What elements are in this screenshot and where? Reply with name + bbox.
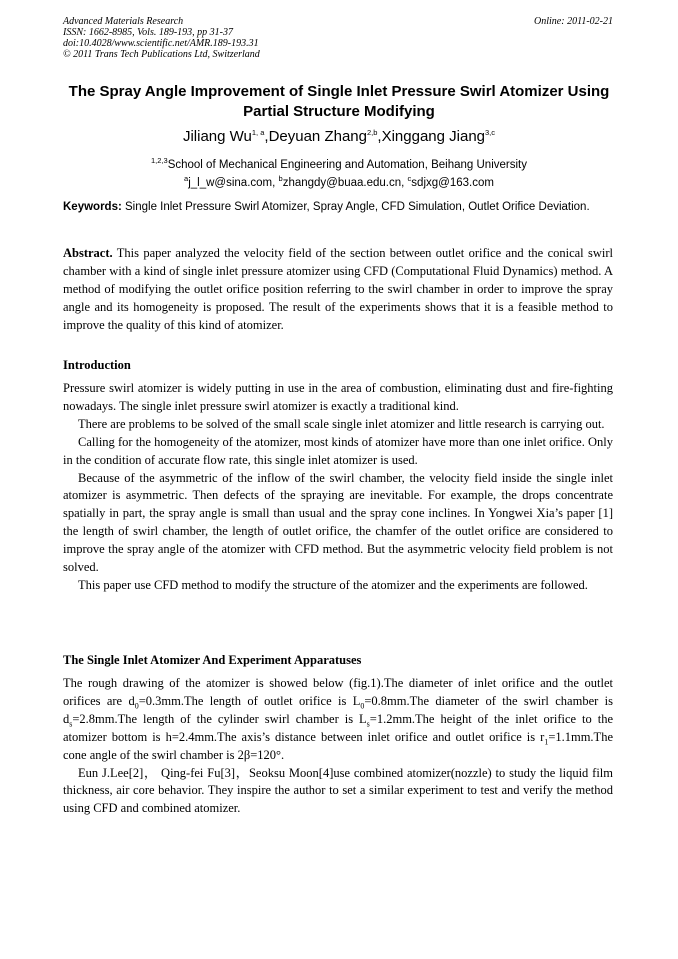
- abstract: [63, 245, 613, 335]
- paragraph: Pressure swirl atomizer is widely putting in use in the area of combustion, eliminating dust and fire-fighting nowadays. The single inlet pressure swirl atomizer is exactly a traditional kind.: [63, 381, 613, 413]
- author-emails: [58, 176, 620, 191]
- author-list: [58, 127, 620, 147]
- copyright-line: © 2011 Trans Tech Publications Ltd, Switzerland: [63, 49, 260, 60]
- introduction-body: [63, 380, 613, 595]
- author-marker: 2,b: [366, 128, 378, 137]
- paragraph: Calling for the homogeneity of the atomizer, most kinds of atomizer have more than one inlet orifice. Only in the condition of accurate flow rate, this single inlet atomizer is used.: [63, 434, 613, 467]
- email-marker: a: [184, 174, 189, 184]
- author-marker: 1, a: [251, 128, 265, 137]
- keywords-label: Keywords:: [63, 201, 122, 213]
- author-name: Jiliang Wu: [182, 128, 252, 145]
- keywords: [63, 199, 613, 216]
- paragraph: Eun J.Lee[2]， Qing-fei Fu[3]，Seoksu Moon[4]use combined atomizer(nozzle) to study the liquid film thickness, air core behavior. They inspire the author to set a similar experiment to test and verify the method using CFD and combined atomizer.: [63, 765, 613, 816]
- abstract-text: This paper analyzed the velocity field of the section between outlet orifice and the conical swirl chamber with a kind of single inlet pressure atomizer using CFD (Computational Fluid Dynamics) method. A method of modifying the outlet orifice position referring to the swirl chamber in order to improve the spray angle and its homogeneity is proposed. The result of the experiments shows that it is a feasible method to improve the quality of this kind of atomizer.: [63, 246, 613, 332]
- affiliation-text: School of Mechanical Engineering and Automation, Beihang University: [167, 159, 527, 171]
- section-heading-atomizer: The Single Inlet Atomizer And Experiment Apparatuses: [63, 653, 362, 667]
- paper-title: The Spray Angle Improvement of Single Inlet Pressure Swirl Atomizer Using Partial Structure Modifying: [68, 83, 610, 120]
- journal-name: Advanced Materials Research: [63, 16, 184, 27]
- email-a: j_l_w@sina.com,: [188, 177, 279, 189]
- author-name: ,Deyuan Zhang: [264, 128, 367, 145]
- abstract-label: Abstract.: [63, 246, 113, 260]
- email-b: zhangdy@buaa.edu.cn,: [282, 177, 408, 189]
- email-c: sdjxg@163.com: [411, 177, 494, 189]
- email-marker: c: [407, 174, 412, 184]
- paragraph: Because of the asymmetric of the inflow of the swirl chamber, the velocity field inside the single inlet atomizer is asymmetric. Then defects of the spraying are inevitable. For example, the drops concentrate spatially in part, the spray angle is small than usual and the spray cone inclines. In Yongwei Xia’s paper [1] the length of swirl chamber, the length of outlet orifice, the chamfer of the outlet orifice are considered to improve the spray angle of the atomizer with CFD method. But the asymmetric velocity field problem is not solved.: [63, 470, 613, 575]
- email-marker: b: [278, 174, 283, 184]
- online-date: Online: 2011-02-21: [534, 16, 613, 27]
- paragraph: The rough drawing of the atomizer is showed below (fig.1).The diameter of inlet orifice and the outlet orifices are $d_0=0.3mm.The$ length of outlet orifice is $L_0=0.8mm.The$ diameter of the swirl chamber is $d_s=2.8mm.The$ length of the cylinder swirl chamber is $L_s=1.2mm.The$ height of the inlet orifice to the atomizer bottom is h=2.4mm.The axis’s distance between inlet orifice and outlet orifice is $r_1=1.1mm.The$ cone angle of the swirl chamber is 2β=120°.: [63, 676, 613, 762]
- author-name: ,Xinggang Jiang: [377, 128, 486, 145]
- issn-line: ISSN: 1662-8985, Vols. 189-193, pp 31-37: [63, 27, 233, 38]
- doi-line: doi:10.4028/www.scientific.net/AMR.189-193.31: [63, 38, 259, 49]
- journal-header: [63, 16, 613, 60]
- affiliation-marker: 1,2,3: [151, 156, 168, 166]
- author-marker: 3,c: [485, 128, 496, 137]
- affiliation: [58, 158, 620, 173]
- keywords-text: Single Inlet Pressure Swirl Atomizer, Spray Angle, CFD Simulation, Outlet Orifice Deviation.: [121, 201, 590, 213]
- paragraph: There are problems to be solved of the small scale single inlet atomizer and little research is carrying out.: [78, 416, 605, 431]
- section-heading-introduction: Introduction: [63, 358, 131, 372]
- atomizer-section-body: [63, 675, 613, 818]
- paragraph: This paper use CFD method to modify the structure of the atomizer and the experiments are followed.: [78, 577, 588, 592]
